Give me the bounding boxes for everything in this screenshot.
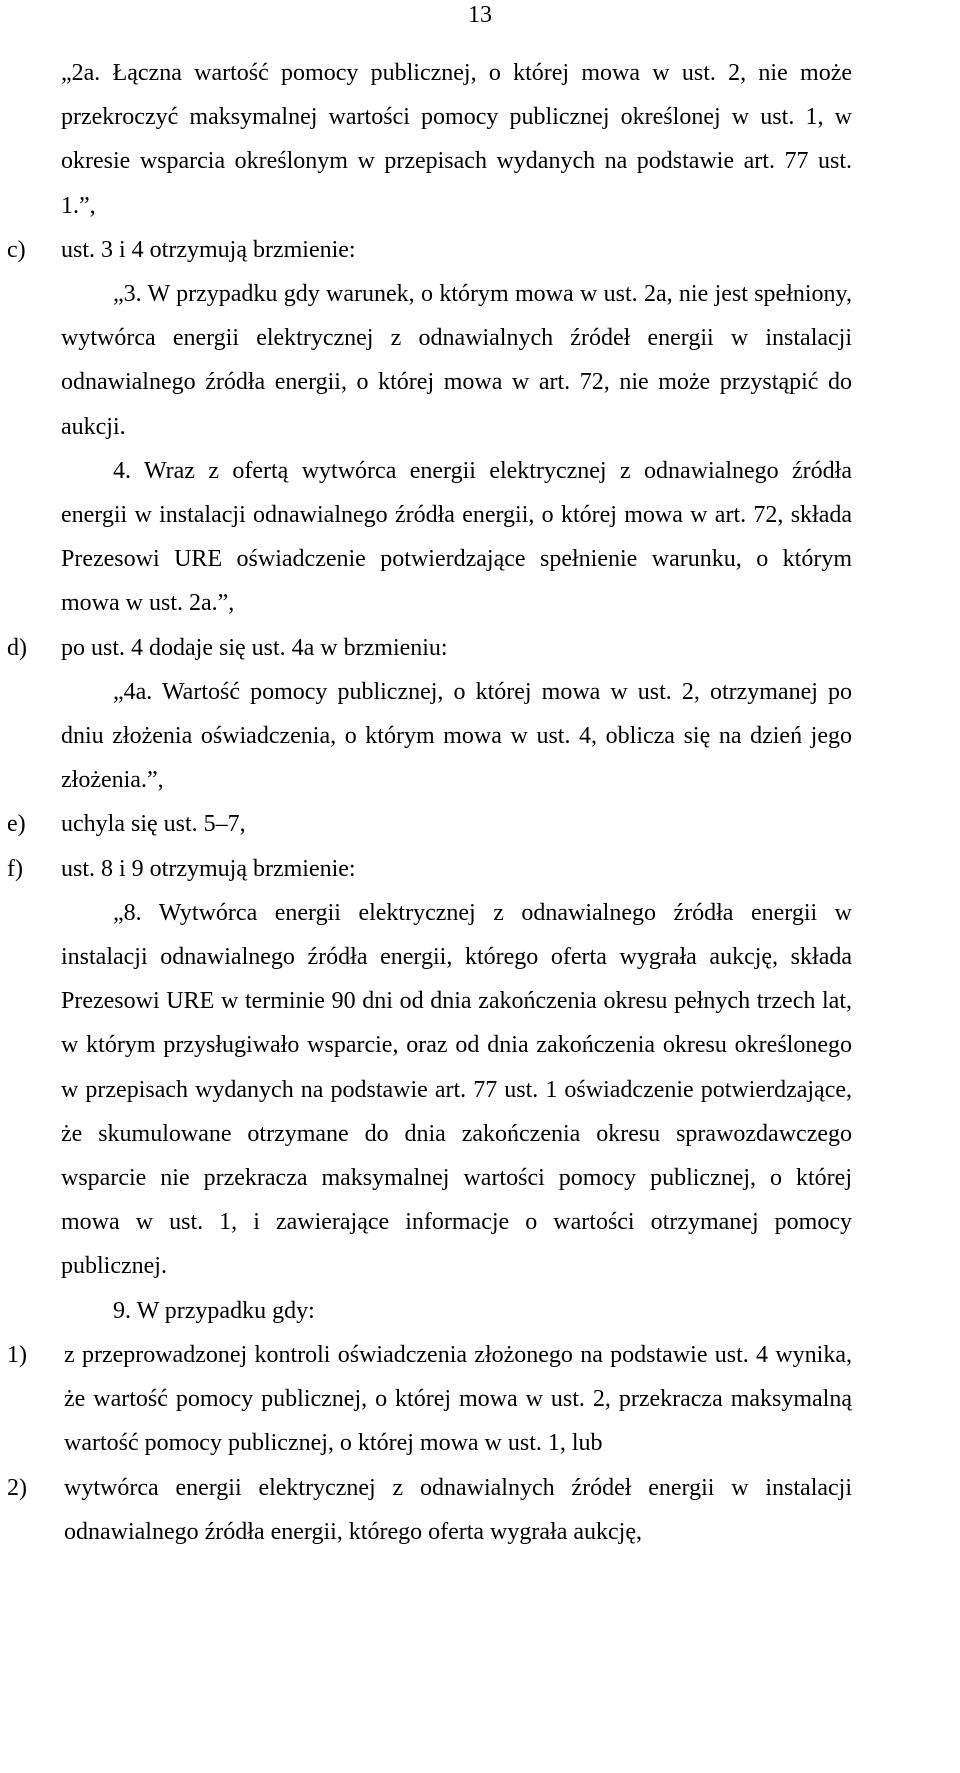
list-label-f: f) xyxy=(7,855,23,882)
list-item-f xyxy=(7,847,852,891)
list-text-f: ust. 8 i 9 otrzymują brzmienie: xyxy=(61,855,356,882)
list-text-e: uchyla się ust. 5–7, xyxy=(61,811,246,838)
paragraph-9: 9. W przypadku gdy: xyxy=(113,1297,315,1324)
list-item-d xyxy=(7,626,852,670)
point-text-2: wytwórca energii elektrycznej z odnawialnych źródeł energii w instalacji odnawialnego źródła energii, którego oferta wygrała aukcję, xyxy=(64,1474,852,1545)
list-label-e: e) xyxy=(7,811,26,838)
list-label-d: d) xyxy=(7,634,27,661)
list-text-d: po ust. 4 dodaje się ust. 4a w brzmieniu: xyxy=(61,634,448,661)
paragraph-8: „8. Wytwórca energii elektrycznej z odnawialnego źródła energii w instalacji odnawialnego źródła energii, którego oferta wygrała aukcję, składa Prezesowi URE w terminie 90 dni od dnia zakończenia okresu pełnych trzech lat, w którym przysługiwało wsparcie, oraz od dnia zakończenia okresu określonego w przepisach wydanych na podstawie art. 77 ust. 1 oświadczenie potwierdzające, że skumulowane otrzymane do dnia zakończenia okresu sprawozdawczego wsparcie nie przekracza maksymalnej wartości pomocy publicznej, o której mowa w ust. 1, i zawierające informacje o wartości otrzymanej pomocy publicznej. xyxy=(61,899,852,1280)
paragraph-4a: „4a. Wartość pomocy publicznej, o której mowa w ust. 2, otrzymanej po dniu złożenia oświadczenia, o którym mowa w ust. 4, oblicza się na dzień jego złożenia.”, xyxy=(61,678,852,794)
list-item-e xyxy=(7,802,852,846)
paragraph-4: 4. Wraz z ofertą wytwórca energii elektrycznej z odnawialnego źródła energii w instalacji odnawialnego źródła energii, o której mowa w art. 72, składa Prezesowi URE oświadczenie potwierdzające spełnienie warunku, o którym mowa w ust. 2a.”, xyxy=(61,457,852,617)
point-2 xyxy=(7,1466,852,1554)
page-number: 13 xyxy=(468,2,492,28)
point-1 xyxy=(7,1333,852,1466)
point-label-1: 1) xyxy=(7,1341,27,1368)
document-body xyxy=(7,51,852,1554)
point-label-2: 2) xyxy=(7,1474,27,1501)
list-item-c xyxy=(7,228,852,272)
point-text-1: z przeprowadzonej kontroli oświadczenia złożonego na podstawie ust. 4 wynika, że wartość pomocy publicznej, o której mowa w ust. 2, przekracza maksymalną wartość pomocy publicznej, o której mowa w ust. 1, lub xyxy=(64,1341,852,1457)
list-label-c: c) xyxy=(7,236,26,263)
paragraph-2a: „2a. Łączna wartość pomocy publicznej, o której mowa w ust. 2, nie może przekroczyć maksymalnej wartości pomocy publicznej określonej w ust. 1, w okresie wsparcia określonym w przepisach wydanych na podstawie art. 77 ust. 1.”, xyxy=(61,60,852,219)
paragraph-3: „3. W przypadku gdy warunek, o którym mowa w ust. 2a, nie jest spełniony, wytwórca energii elektrycznej z odnawialnych źródeł energii w instalacji odnawialnego źródła energii, o której mowa w art. 72, nie może przystąpić do aukcji. xyxy=(61,281,852,440)
list-text-c: ust. 3 i 4 otrzymują brzmienie: xyxy=(61,236,356,263)
